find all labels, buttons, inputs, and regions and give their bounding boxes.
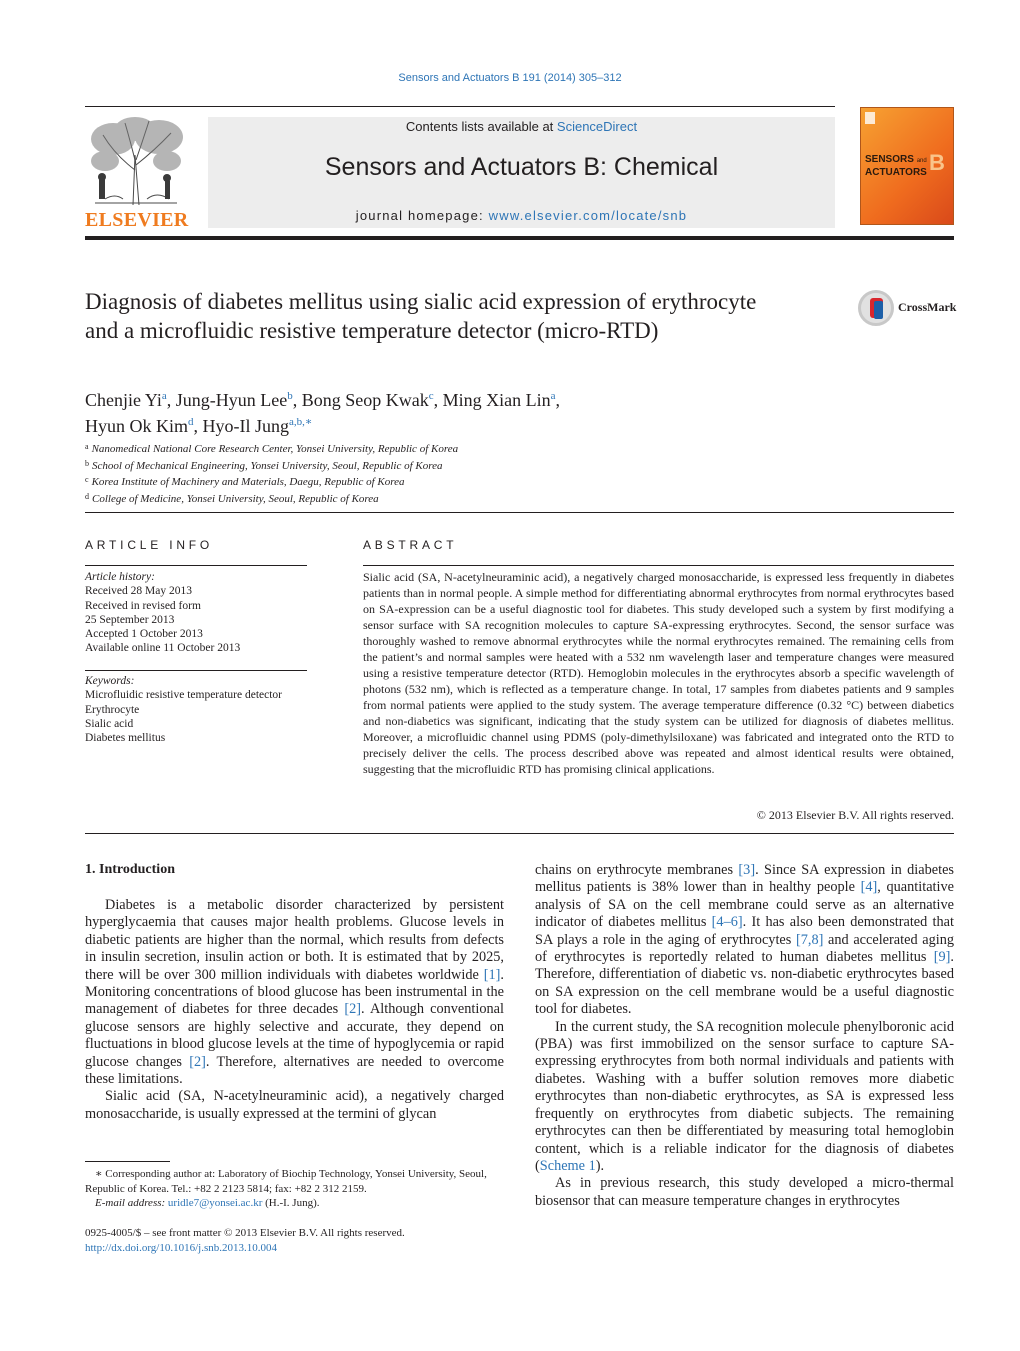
body-text: . Therefore, alternatives are needed to overcome these limitations.: [85, 1053, 504, 1088]
affiliation: $^a$ Nanomedical National Core Research Center, Yonsei University, Republic of Korea: [85, 442, 459, 455]
history-item: Available online 11 October 2013: [85, 642, 241, 655]
history-item: 25 September 2013: [85, 613, 175, 626]
body-paragraph: [535, 862, 954, 1019]
footnote-email: E-mail address: uridle7@yonsei.ac.kr (H.-I. Jung).: [95, 1197, 320, 1209]
abstract-copyright: © 2013 Elsevier B.V. All rights reserved.: [756, 808, 954, 822]
citation-link[interactable]: [4–6]: [711, 914, 743, 931]
issn-block: [85, 1226, 504, 1255]
journal-header-band: [208, 117, 835, 228]
homepage-link[interactable]: www.elsevier.com/locate/snb: [488, 208, 688, 223]
crossmark-icon: [858, 290, 894, 326]
body-text: Sialic acid (SA, N-acetylneuraminic acid), a negatively charged monosaccharide, is usually expressed at the termini of glycan: [85, 1088, 504, 1122]
author[interactable]: Ming Xian Lin$^a$: [442, 390, 556, 410]
divider: [85, 565, 307, 566]
keyword: Diabetes mellitus: [85, 732, 166, 745]
header-top-rule: [85, 106, 835, 107]
footnote-rule: [85, 1161, 170, 1162]
keyword: Sialic acid: [85, 717, 134, 730]
keywords: [85, 674, 307, 745]
body-text: Diabetes is a metabolic disorder characterized by persistent hyperglycaemia that causes major health problems. Glucose levels in diabetic patients are higher than the normal, which results from defects in insulin secretion, insulin action or both. It is estimated that by 2025, there will be over 300 million individuals with diabetes worldwide: [85, 897, 504, 983]
cover-elsevier-icon: [865, 112, 875, 124]
citation-link[interactable]: [7,8]: [795, 931, 824, 948]
body-paragraph: [85, 897, 504, 1088]
keyword: Microfluidic resistive temperature detector: [85, 689, 283, 702]
cover-title-line1: SENSORS and: [865, 154, 927, 165]
article-title: Diagnosis of diabetes mellitus using sialic acid expression of erythrocyte and a microfluidic resistive temperature detector (micro-RTD): [85, 289, 757, 343]
crossmark-badge[interactable]: [858, 290, 968, 330]
divider: [85, 670, 307, 671]
affiliation: $^c$ Korea Institute of Machinery and Materials, Daegu, Republic of Korea: [85, 475, 405, 488]
body-column-right: [535, 862, 954, 1210]
author[interactable]: Hyun Ok Kim$^d$: [85, 416, 194, 436]
history-item: Received in revised form: [85, 599, 201, 612]
divider: [85, 833, 954, 834]
issn-line: 0925-4005/$ – see front matter © 2013 Elsevier B.V. All rights reserved.: [85, 1227, 405, 1239]
body-text: and accelerated aging of erythrocytes is reportedly related to human diabetes mellitus: [535, 931, 955, 966]
journal-name: Sensors and Actuators B: Chemical: [324, 153, 719, 181]
sciencedirect-link[interactable]: ScienceDirect: [556, 119, 638, 134]
body-text: . Therefore, differentiation of diabetic vs. non-diabetic erythrocytes based on SA expression on the cell membrane would be a useful diagnostic tool for diabetes.: [535, 949, 954, 1018]
body-text: chains on erythrocyte membranes: [535, 862, 739, 878]
abstract-heading: ABSTRACT: [363, 538, 458, 552]
article-history: [85, 570, 307, 656]
affiliation: $^d$ College of Medicine, Yonsei University, Seoul, Republic of Korea: [85, 491, 379, 505]
author[interactable]: Bong Seop Kwak$^c$: [301, 390, 434, 410]
body-text: ).: [595, 1157, 605, 1174]
citation-link[interactable]: Scheme 1: [539, 1157, 596, 1174]
email-link[interactable]: uridle7@yonsei.ac.kr: [167, 1197, 263, 1209]
body-text: . Since SA expression in diabetes mellitus patients is 38% lower than in healthy people: [535, 862, 954, 896]
doi-link[interactable]: http://dx.doi.org/10.1016/j.snb.2013.10.004: [85, 1241, 278, 1254]
body-text: . Although conventional glucose sensors are highly selective and accurate, they depend on fluctuations in blood glucose levels at the time of hypoglycemia or rapid glucose changes: [85, 1001, 504, 1070]
citation-link[interactable]: [2]: [189, 1053, 206, 1070]
citation-link[interactable]: [1]: [483, 966, 501, 983]
author-list: Chenjie Yi$^a$, Jung-Hyun Lee$^b$, Bong Seop Kwak$^c$, Ming Xian Lin$^a$, Hyun Ok Kim$^d$, Hyo-Il Jung$^{a,b,∗}$: [85, 390, 560, 436]
author[interactable]: Chenjie Yi$^a$: [85, 390, 167, 410]
footnote-text: ∗ Corresponding author at: Laboratory of Biochip Technology, Yonsei University, Seoul, Republic of Korea. Tel.: +82 2 2123 5814; fax: +82 2 312 2159.: [85, 1168, 487, 1195]
header-thick-rule: [85, 236, 954, 240]
body-text: . It has also been demonstrated that SA plays a role in the aging of erythrocytes: [535, 914, 954, 948]
divider: [85, 512, 954, 513]
citation-link[interactable]: [3]: [738, 862, 756, 878]
contents-line: [208, 119, 835, 134]
body-paragraph: [85, 1088, 504, 1123]
keyword: Erythrocyte: [85, 703, 140, 716]
elsevier-logo[interactable]: [85, 115, 189, 231]
affiliation-list: [85, 440, 785, 506]
cover-letter: B: [929, 150, 945, 175]
body-text: . Monitoring concentrations of blood glucose has been instrumental in the management of diabetes for three decades: [85, 966, 504, 1018]
body-text: , quantitative analysis of SA on the cell membrane could serve as an alternative indicator of diabetes mellitus: [535, 879, 954, 931]
keywords-label: Keywords:: [85, 675, 135, 687]
citation-link[interactable]: [9]: [933, 949, 951, 966]
article-info-heading: ARTICLE INFO: [85, 538, 214, 552]
citation-link[interactable]: [2]: [344, 1001, 361, 1018]
corresponding-author-footnote: [85, 1167, 504, 1211]
history-item: Accepted 1 October 2013: [85, 628, 203, 641]
homepage-line: [208, 208, 835, 223]
section-heading-introduction: 1. Introduction: [85, 862, 175, 877]
author[interactable]: Jung-Hyun Lee$^b$: [175, 390, 293, 410]
elsevier-tree-icon: [85, 115, 187, 207]
crossmark-icon-blue: [874, 301, 883, 319]
contents-prefix: Contents lists available at: [405, 119, 557, 134]
history-item: Received 28 May 2013: [85, 585, 192, 598]
abstract-text: Sialic acid (SA, N-acetylneuraminic acid), a negatively charged monosaccharide, is expressed less frequently in diabetes patients than in normal people. A simple method for differentiating abnormal erythrocytes from normal erythrocytes based on SA-expression can be a useful diagnostic tool for diabetes. This study developed such a system by first modifying a sensor surface with SA recognition molecules to capture SA-expressing erythrocytes. Second, the sensor surface was thoroughly washed to remove abnormal erythrocytes while the normal erythrocytes remained. The remaining cells from the patient’s and normal samples were heated with a 532 nm wavelength laser and temperature changes were measured using a resistive temperature detector (RTD). Hemoglobin molecules in the erythrocytes absorb a specific wavelength of photons (532 nm), which is reflected as a temperature change. In total, 17 samples from diabetes patients and 9 samples from normal patients were applied to the study system. The average temperature difference (0.32 °C) between diabetics and non-diabetics was significant, indicating that the study system can be utilized for diagnosis of diabetes mellitus. Moreover, a microfluidic channel using PDMS (poly-dimethylsiloxane) was fabricated and integrated onto the RTD to precisely deliver the cells. The process described above was repeated and almost identical results were obtained, suggesting that the microfluidic RTD has promising clinical applications.: [363, 570, 954, 776]
history-label: Article history:: [85, 571, 155, 583]
body-paragraph: [535, 1019, 954, 1176]
affiliation: $^b$ School of Mechanical Engineering, Yonsei University, Seoul, Republic of Korea: [85, 458, 443, 472]
crossmark-label: CrossMark: [898, 300, 957, 314]
elsevier-wordmark: ELSEVIER: [85, 209, 189, 231]
body-text: As in previous research, this study developed a micro-thermal biosensor that can measure temperature changes in erythrocytes: [535, 1175, 954, 1209]
divider: [363, 565, 954, 566]
cover-title-line2: ACTUATORS: [865, 167, 927, 178]
author[interactable]: Hyo-Il Jung$^{a,b,∗}$: [202, 416, 313, 436]
journal-cover-thumbnail[interactable]: [860, 107, 954, 225]
body-paragraph: [535, 1175, 954, 1210]
citation-link[interactable]: [4]: [860, 879, 878, 896]
cover-title: [865, 154, 927, 178]
journal-citation[interactable]: Sensors and Actuators B 191 (2014) 305–312: [398, 72, 622, 84]
body-column-left: [85, 897, 504, 1123]
body-text: In the current study, the SA recognition molecule phenylboronic acid (PBA) was first immobilized on the sensor surface to capture SA-expressing erythrocytes from both normal individuals and patients with diabetes. Washing with a buffer solution removes more diabetic erythrocytes than non-diabetic erythrocytes, as SA is expressed less frequently on erythrocytes from diabetic subjects. The remaining erythrocytes can then be differentiated by measuring total hemoglobin content, which is a reliable indicator for the diagnosis of diabetes (: [535, 1018, 954, 1174]
homepage-prefix: journal homepage:: [355, 208, 489, 223]
